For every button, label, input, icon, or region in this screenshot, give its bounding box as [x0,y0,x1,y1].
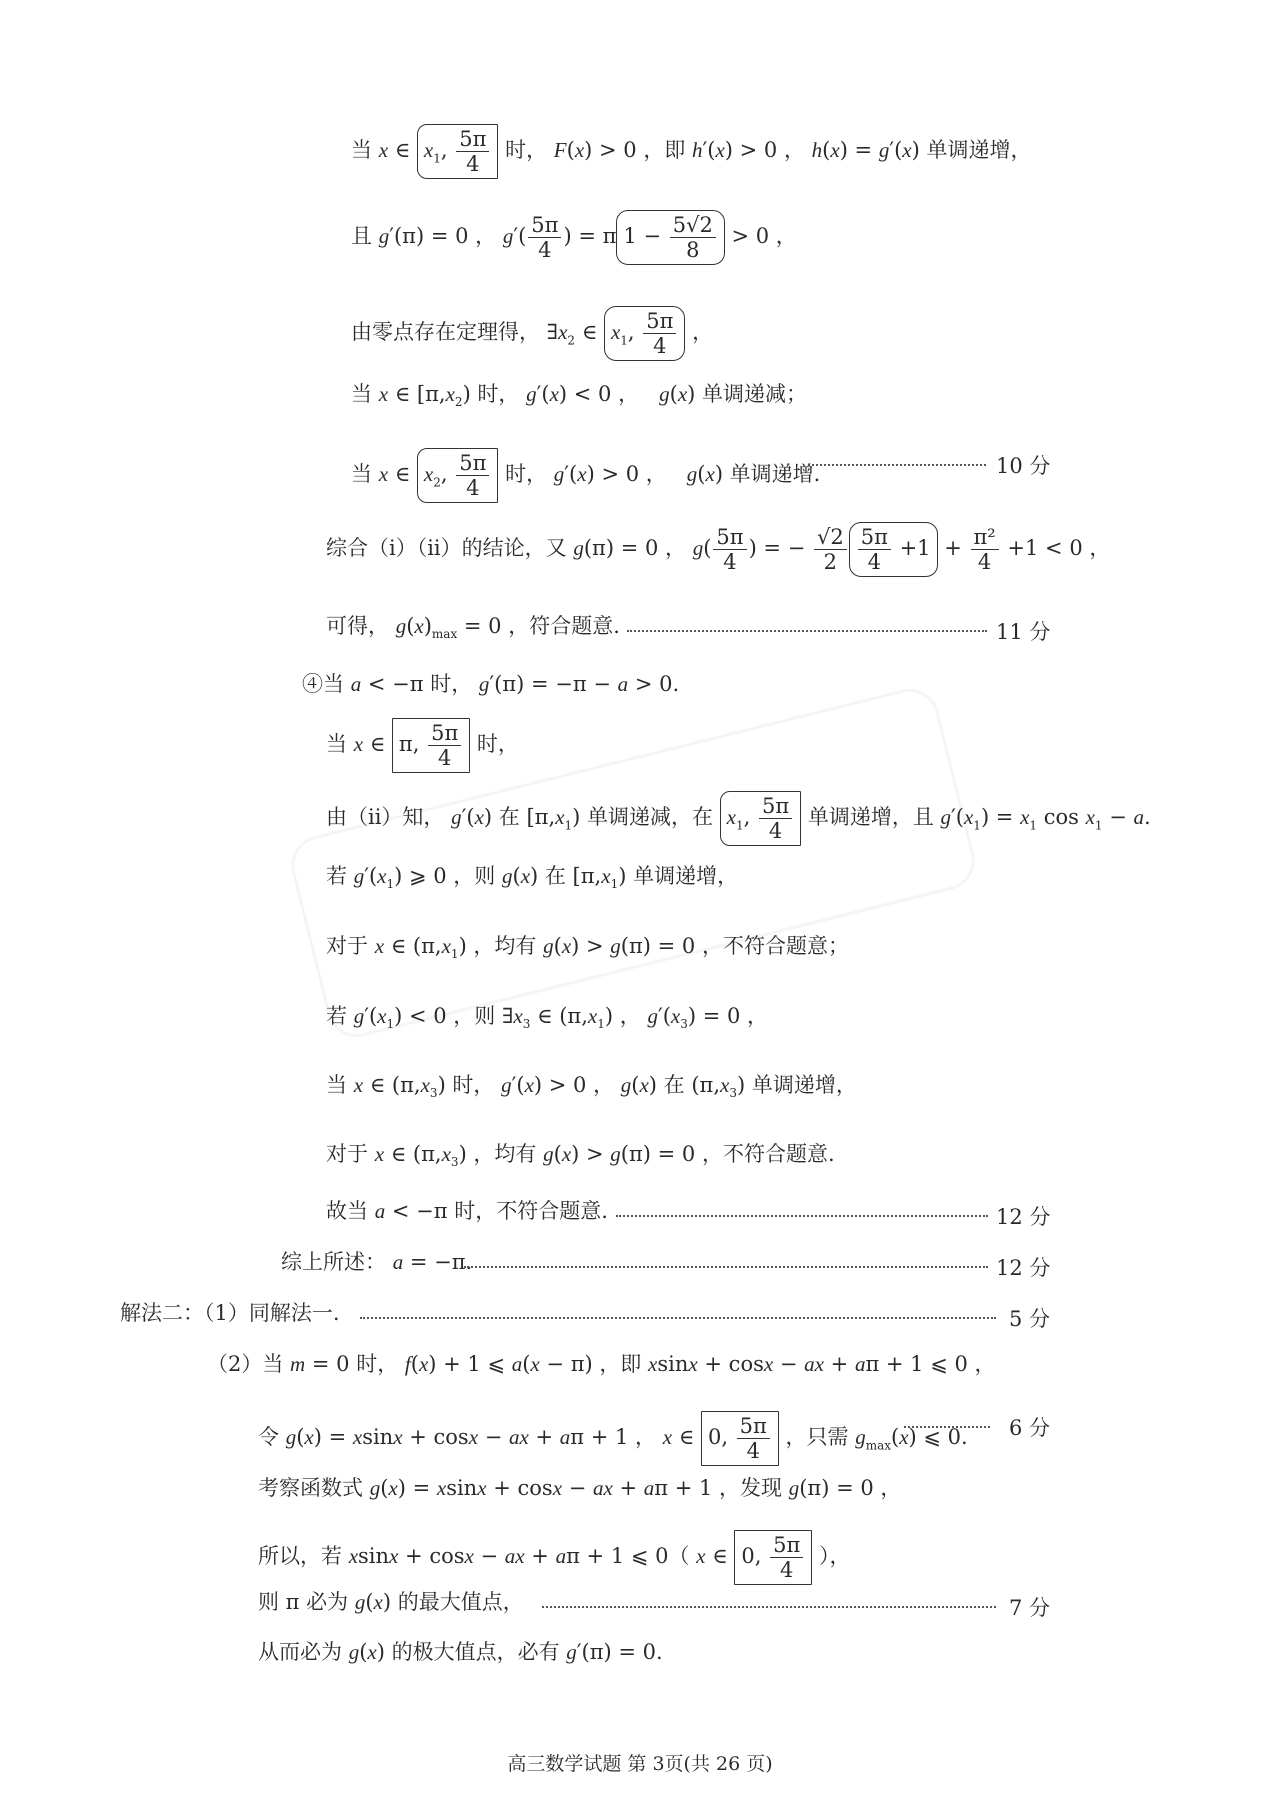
line-3: 由零点存在定理得， $\exists x_2$ ∈ $x_1$, $\frac{5\pi}{4}$ ， [351,306,713,361]
score-7: 7 分 [1009,1596,1051,1620]
line-12: 对于 x ∈ $(\pi,x_1)$ ，均有 g(x) > g(π) = 0 ，不符合题意； [326,934,849,962]
score-12b: 12 分 [996,1256,1051,1280]
line-9: 当 x ∈ π, $\frac{5\pi}{4}$ 时， [326,718,519,773]
page-footer: 高三数学试题 第 3页(共 26 页) [507,1753,773,1775]
line-17: 综上所述： a = −π. [281,1250,473,1274]
dot-leader [542,1606,996,1608]
line-10: 由（ii）知， g′(x) 在 $[\pi,x_1)$ 单调递减，在 $x_1$, $\frac{5\pi}{4}$ 单调递增，且 $g'(x_1) = x_1$ $\cos x_1 - a$. [326,791,1151,846]
line-4: 当 x ∈ $[\pi,x_2)$ 时， g′(x) < 0 ， g(x) 单调递减； [351,382,808,410]
line-1: 当 x ∈ $x_1$, $\frac{5\pi}{4}$ 时， F(x) > 0 ，即 h′(x) > 0 ， h(x) = g′(x) 单调递增， [351,124,1032,179]
line-14: 当 x ∈ $(\pi,x_3)$ 时， g′(x) > 0 ， g(x) 在 $(\pi,x_3)$ 单调递增， [326,1073,857,1101]
line-11: 若 $g'(x_1)$ ⩾ 0 ，则 g(x) 在 $[\pi,x_1)$ 单调递增， [326,864,739,892]
line-21: 考察函数式 g(x) = xsinx + cosx − ax + aπ + 1 ，发现 g(π) = 0 ， [258,1476,902,1500]
line-20: 令 g(x) = xsinx + cosx − ax + aπ + 1 ， x ∈ 0, $\frac{5\pi}{4}$ ，只需 $g_{max}(x)$ ⩽ 0. [258,1411,968,1466]
score-5: 5 分 [1009,1307,1051,1331]
line-7: 可得， $g(x)_{max} = 0$ ，符合题意. [326,614,620,642]
score-10: 10 分 [996,454,1051,478]
line-19: （2）当 m = 0 时， f(x) + 1 ⩽ a(x − π) ，即 xsinx + cosx − ax + aπ + 1 ⩽ 0 ， [207,1352,996,1376]
line-16: 故当 a < −π 时，不符合题意. [326,1199,608,1223]
line-8: ④当 a < −π 时， g′(π) = −π − a > 0. [302,672,680,696]
score-6: 6 分 [1009,1416,1051,1440]
line-5: 当 x ∈ $x_2$, $\frac{5\pi}{4}$ 时， g′(x) > 0 ， g(x) 单调递增. [351,448,820,503]
dot-leader [808,464,986,466]
dot-leader [904,1426,990,1428]
line-15: 对于 x ∈ $(\pi,x_3)$ ，均有 g(x) > g(π) = 0 ，不符合题意. [326,1142,835,1170]
line-6: 综合（i）（ii）的结论，又 g(π) = 0 ， g( $\frac{5\pi}{4}$ ) = − $\frac{√2}{2}$ $\frac{5\pi}{4}$ +1 + $\frac{\text{π²}}{4}$ +1 < 0 ， [326,522,1110,577]
dot-leader [627,630,987,632]
line-18: 解法二：（1）同解法一. [120,1301,340,1325]
line-24: 从而必为 g(x) 的极大值点，必有 g′(π) = 0. [258,1640,663,1664]
dot-leader [616,1215,988,1217]
line-22: 所以，若 xsinx + cosx − ax + aπ + 1 ⩽ 0（ x ∈ 0, $\frac{5\pi}{4}$ ）， [258,1530,850,1585]
dot-leader [464,1266,988,1268]
line-13: 若 $g'(x_1) < 0$ ，则 $\exists x_3$ ∈ $(\pi,x_1)$ ， $g'(x_3) = 0$ ， [326,1004,769,1032]
line-23: 则 π 必为 g(x) 的最大值点， [258,1590,524,1614]
dot-leader [360,1317,996,1319]
line-2: 且 g′(π) = 0 ， g′( $\frac{5\pi}{4}$ ) = π 1 − $\frac{5√2}{8}$ > 0 ， [351,210,797,265]
score-12a: 12 分 [996,1205,1051,1229]
score-11: 11 分 [996,620,1051,644]
